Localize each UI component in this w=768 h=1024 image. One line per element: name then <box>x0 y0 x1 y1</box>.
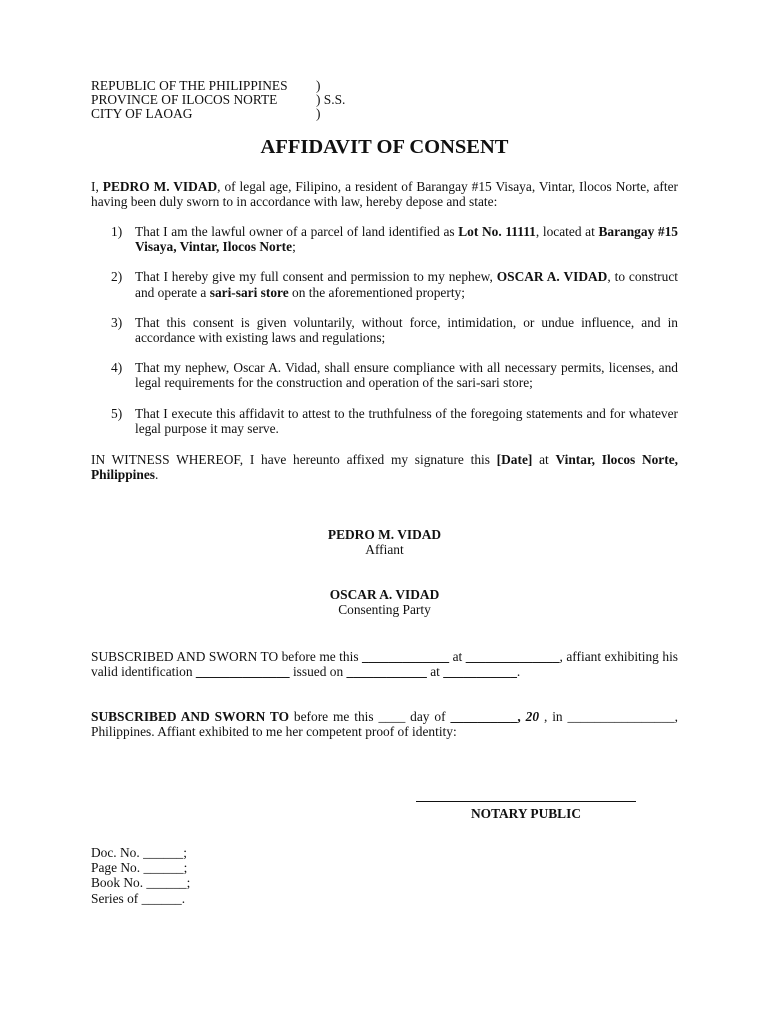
statement-item: 3) That this consent is given voluntarily, without force, intimidation, or undue influence, and in accordance with existing laws and regulations; <box>111 314 678 346</box>
page-no: Page No. ______; <box>91 860 188 876</box>
document-title: AFFIDAVIT OF CONSENT <box>260 136 509 158</box>
signatory-role: Affiant <box>365 542 404 558</box>
signature-block-affiant <box>91 527 678 557</box>
statement-item: 1) That I am the lawful owner of a parcel of land identified as Lot No. 11111, located at Barangay #15 Visaya, Vintar, Ilocos Norte; <box>111 224 678 255</box>
notary-public-label: NOTARY PUBLIC <box>470 806 581 821</box>
doc-no: Doc. No. ______; <box>91 845 187 860</box>
notarial-register-block <box>91 845 190 906</box>
statement-item: 4) That my nephew, Oscar A. Vidad, shall ensure compliance with all necessary permits, licenses, and legal requirements for the construction and operation of the sari-sari store; <box>111 360 678 391</box>
statement-list <box>111 224 678 451</box>
date-placeholder: [Date] <box>496 452 533 467</box>
jurat-paragraph-2: SUBSCRIBED AND SWORN TO before me this ____ day of __________, 20 , in ________________, Philippines. Affiant exhibited to me her competent proof of identity: <box>91 709 678 740</box>
book-no: Book No. ______; <box>91 875 191 891</box>
signatory-name: PEDRO M. VIDAD <box>327 527 442 542</box>
intro-paragraph: I, PEDRO M. VIDAD, of legal age, Filipino, a resident of Barangay #15 Visaya, Vintar, Ilocos Norte, after having been duly sworn to in accordance with law, hereby depose and state: <box>91 179 679 210</box>
signatory-name: OSCAR A. VIDAD <box>329 587 440 602</box>
notary-signature-block <box>416 801 636 821</box>
statement-item: 2) That I hereby give my full consent and permission to my nephew, OSCAR A. VIDAD, to construct and operate a sari-sari store on the aforementioned property; <box>111 269 679 300</box>
affidavit-page <box>91 78 679 906</box>
signatory-role: Consenting Party <box>338 602 431 618</box>
signature-line <box>416 801 636 802</box>
series-of: Series of ______. <box>91 890 186 906</box>
statement-item: 5) That I execute this affidavit to attest to the truthfulness of the foregoing statements and for whatever legal purpose it may serve. <box>111 405 678 436</box>
signature-block-consenting-party <box>91 587 678 617</box>
venue-block: REPUBLIC OF THE PHILIPPINES ) PROVINCE OF ILOCOS NORTE ) S.S. CITY OF LAOAG ) <box>91 78 346 121</box>
witness-paragraph: IN WITNESS WHEREOF, I have hereunto affixed my signature this [Date] at Vintar, Ilocos Norte, Philippines. <box>91 452 679 483</box>
affiant-name: PEDRO M. VIDAD <box>102 179 218 194</box>
jurat-paragraph-1: SUBSCRIBED AND SWORN TO before me this _____________ at ______________, affiant exhibiting his valid identification ______________ issued on ____________ at ___________. <box>91 649 679 680</box>
